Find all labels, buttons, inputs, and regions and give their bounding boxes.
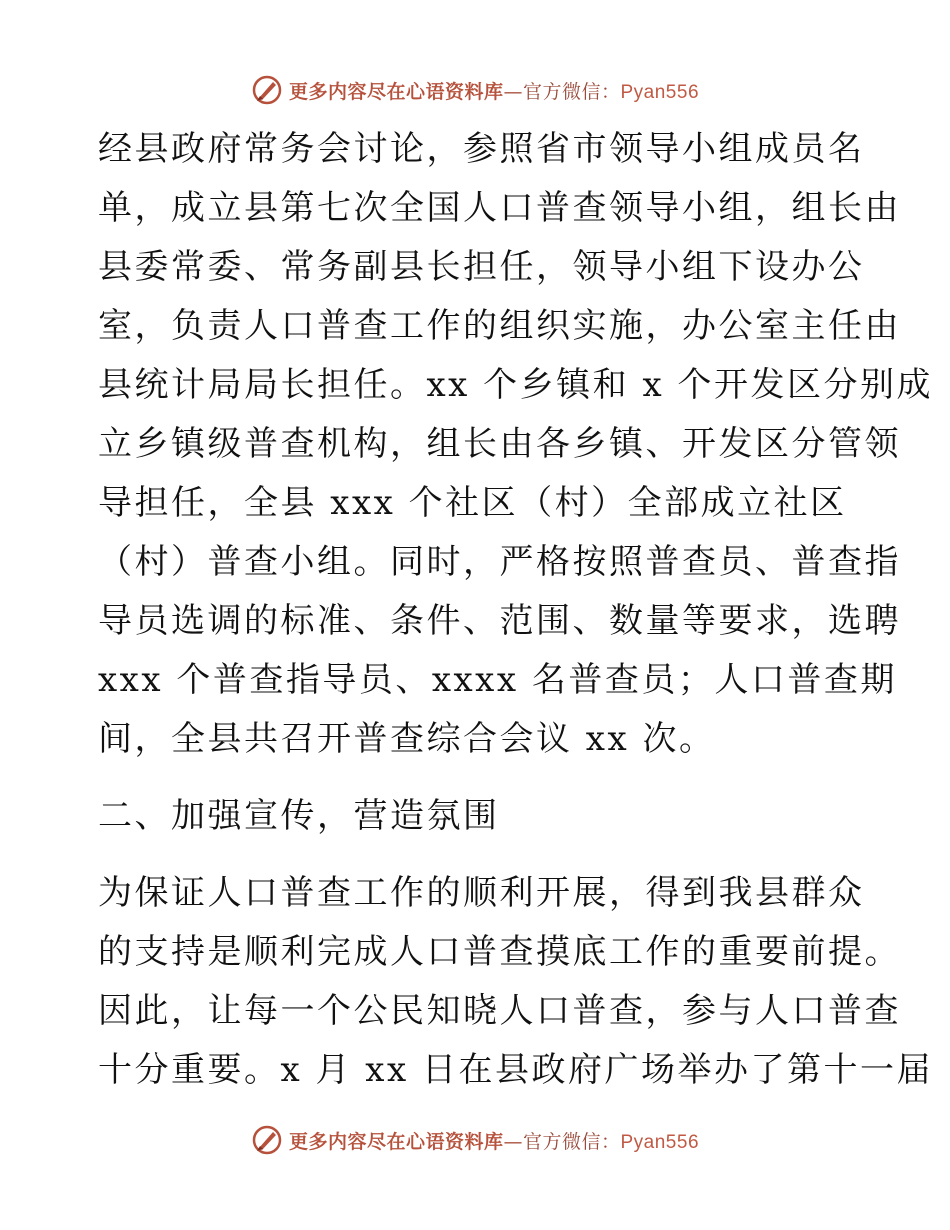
paragraph-line: 立乡镇级普查机构，组长由各乡镇、开发区分管领: [98, 424, 901, 464]
spacer: [98, 846, 858, 864]
watermark-site: 更多内容尽在心语资料库: [288, 80, 504, 103]
footer-watermark: [0, 1120, 950, 1160]
paragraph-line: xxx 个普查指导员、xxxx 名普查员；人口普查期: [98, 660, 897, 700]
paragraph-line: 为保证人口普查工作的顺利开展，得到我县群众: [98, 873, 865, 913]
paragraph-line: 经县政府常务会讨论，参照省市领导小组成员名: [98, 129, 865, 169]
document-body: [98, 120, 933, 1100]
paragraph-line: 导员选调的标准、条件、范围、数量等要求，选聘: [98, 601, 901, 641]
paragraph-line: 县委常委、常务副县长担任，领导小组下设办公: [98, 247, 865, 287]
watermark-wechat-label: 官方微信：: [522, 1130, 621, 1153]
watermark-site: 更多内容尽在心语资料库: [288, 1130, 504, 1153]
paragraph-line: 间，全县共召开普查综合会议 xx 次。: [98, 719, 716, 759]
paragraph-line: 因此，让每一个公民知晓人口普查，参与人口普查: [98, 991, 901, 1031]
header-watermark: [0, 70, 950, 110]
watermark-dash: —: [503, 1130, 523, 1153]
paragraph-line: （村）普查小组。同时，严格按照普查员、普查指: [98, 542, 901, 582]
pen-logo-icon: [251, 74, 283, 106]
paragraph-line: 导担任，全县 xxx 个社区（村）全部成立社区: [98, 483, 847, 523]
watermark-wechat-label: 官方微信：: [522, 80, 621, 103]
watermark-text: [289, 77, 699, 104]
pen-logo-icon: [251, 1124, 283, 1156]
paragraph-line: 的支持是顺利完成人口普查摸底工作的重要前提。: [98, 932, 901, 972]
watermark-text: [289, 1127, 699, 1154]
paragraph-2: [98, 864, 933, 1100]
spacer: [98, 769, 858, 787]
watermark-handle: Pyan556: [620, 1131, 700, 1153]
watermark-dash: —: [503, 80, 523, 103]
paragraph-1: [98, 120, 933, 769]
paragraph-line: 十分重要。x 月 xx 日在县政府广场举办了第十一届: [98, 1050, 933, 1090]
section-heading: 二、加强宣传，营造氛围: [98, 796, 500, 836]
paragraph-line: 县统计局局长担任。xx 个乡镇和 x 个开发区分别成: [98, 365, 933, 405]
paragraph-line: 室，负责人口普查工作的组织实施，办公室主任由: [98, 306, 901, 346]
watermark-handle: Pyan556: [620, 81, 700, 103]
paragraph-line: 单，成立县第七次全国人口普查领导小组，组长由: [98, 188, 901, 228]
